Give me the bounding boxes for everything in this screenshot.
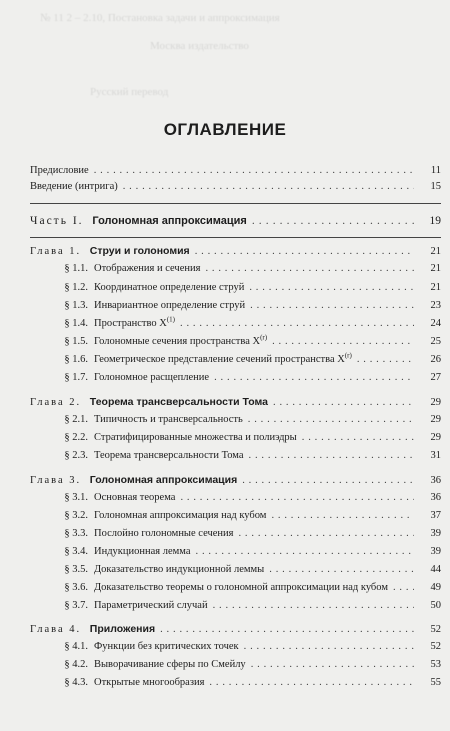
section-number: § 3.7.: [64, 600, 88, 611]
section-title: Координатное определение струй: [94, 282, 245, 293]
section-page: 39: [430, 546, 441, 557]
section-title: Доказательство индукционной леммы: [94, 564, 265, 575]
toc-section[interactable]: [42, 432, 441, 448]
toc-section[interactable]: [42, 492, 441, 508]
leader-dots: [249, 282, 414, 293]
toc-section[interactable]: [42, 333, 441, 352]
section-title: Выворачивание сферы по Смейлу: [94, 659, 246, 670]
part-title: Голономная аппроксимация: [92, 215, 247, 227]
section-number: § 2.1.: [64, 414, 88, 425]
chapter-page: 36: [430, 475, 441, 486]
toc-entry-preface[interactable]: [30, 165, 441, 181]
section-title: Основная теорема: [94, 492, 176, 503]
section-page: 50: [430, 600, 441, 611]
toc-heading: ОГЛАВЛЕНИЕ: [163, 120, 287, 139]
leader-dots: [251, 659, 414, 670]
leader-dots: [160, 624, 414, 635]
section-page: 53: [430, 659, 441, 670]
chapter-page: 21: [430, 246, 441, 257]
superscript: (1): [166, 315, 176, 324]
section-number: § 3.6.: [64, 582, 88, 593]
leader-dots: [252, 215, 414, 227]
toc-section[interactable]: [42, 263, 441, 279]
leader-dots: [271, 510, 414, 521]
toc-section[interactable]: [42, 528, 441, 544]
section-title: Голономные сечения пространства $X^{(r)}$: [94, 333, 268, 347]
toc-section[interactable]: [42, 300, 441, 316]
toc-section[interactable]: [42, 450, 441, 466]
toc-section[interactable]: [42, 315, 441, 334]
section-page: 25: [430, 336, 441, 347]
section-page: 27: [430, 372, 441, 383]
part-page: 19: [429, 215, 441, 227]
section-title: Пространство $X^{(1)}$: [94, 315, 176, 329]
toc-section[interactable]: [42, 546, 441, 562]
section-page: 36: [430, 492, 441, 503]
leader-dots: [196, 546, 414, 557]
section-page: 29: [430, 414, 441, 425]
toc-section[interactable]: [42, 372, 441, 388]
divider: [30, 203, 441, 204]
section-page: 39: [430, 528, 441, 539]
section-title: Функции без критических точек: [94, 641, 239, 652]
chapter-label: Глава 4.: [30, 624, 82, 635]
chapter-label: Глава 2.: [30, 397, 82, 408]
section-number: § 1.5.: [64, 336, 88, 347]
section-title: Инвариантное определение струй: [94, 300, 246, 311]
section-title: Параметрический случай: [94, 600, 208, 611]
section-title: Голономная аппроксимация над кубом: [94, 510, 267, 521]
section-number: § 1.2.: [64, 282, 88, 293]
toc-section[interactable]: [42, 600, 441, 616]
leader-dots: [123, 181, 414, 192]
section-title: Отображения и сечения: [94, 263, 201, 274]
superscript: (r): [344, 351, 352, 360]
toc-section[interactable]: [42, 510, 441, 526]
section-number: § 1.4.: [64, 318, 88, 329]
toc-chapter-2[interactable]: [30, 396, 441, 412]
toc-section[interactable]: [42, 564, 441, 580]
section-number: § 2.3.: [64, 450, 88, 461]
section-title: Послойно голономные сечения: [94, 528, 234, 539]
chapter-title: Струи и голономия: [89, 245, 190, 257]
section-page: 24: [430, 318, 441, 329]
bleed-through-text: [0, 0, 450, 120]
leader-dots: [244, 641, 414, 652]
toc-entry-page: 15: [430, 181, 441, 192]
leader-dots: [357, 354, 414, 365]
section-title: Геометрическое представление сечений пространства $X^{(r)}$: [94, 351, 352, 365]
superscript: (r): [260, 333, 268, 342]
leader-dots: [302, 432, 414, 443]
chapter-page: 29: [430, 397, 441, 408]
section-page: 49: [430, 582, 441, 593]
bleed-through-line: Москва издательство: [150, 40, 249, 52]
section-page: 21: [430, 263, 441, 274]
toc-section[interactable]: [42, 414, 441, 430]
section-number: § 3.5.: [64, 564, 88, 575]
toc-chapter-3[interactable]: [30, 474, 441, 490]
leader-dots: [242, 475, 414, 486]
section-page: 55: [430, 677, 441, 688]
section-title: Открытые многообразия: [94, 677, 205, 688]
section-number: § 1.6.: [64, 354, 88, 365]
toc-chapter-1[interactable]: [30, 245, 441, 261]
leader-dots: [393, 582, 414, 593]
toc-section[interactable]: [42, 677, 441, 693]
section-page: 37: [430, 510, 441, 521]
section-title: Доказательство теоремы о голономной аппроксимации над кубом: [94, 582, 388, 593]
leader-dots: [269, 564, 414, 575]
section-page: 44: [430, 564, 441, 575]
divider: [30, 237, 441, 238]
bleed-through-line: Русский перевод: [90, 86, 169, 98]
leader-dots: [238, 528, 414, 539]
chapter-title: Теорема трансверсальности Тома: [89, 396, 268, 408]
leader-dots: [214, 372, 414, 383]
leader-dots: [272, 336, 414, 347]
toc-section[interactable]: [42, 282, 441, 298]
section-number: § 3.2.: [64, 510, 88, 521]
toc-entry-introduction[interactable]: [30, 181, 441, 197]
section-page: 21: [430, 282, 441, 293]
chapter-label: Глава 1.: [30, 246, 82, 257]
toc-section[interactable]: [42, 641, 441, 657]
section-page: 31: [430, 450, 441, 461]
part-label: Часть I.: [30, 215, 84, 227]
section-page: 52: [430, 641, 441, 652]
toc-section[interactable]: [42, 582, 441, 598]
toc-section[interactable]: [42, 659, 441, 675]
section-title: Индукционная лемма: [94, 546, 191, 557]
leader-dots: [249, 450, 414, 461]
section-title: Голономное расщепление: [94, 372, 210, 383]
chapter-title: Голономная аппроксимация: [89, 474, 238, 486]
section-page: 26: [430, 354, 441, 365]
leader-dots: [213, 600, 414, 611]
section-number: § 2.2.: [64, 432, 88, 443]
toc-chapter-4[interactable]: [30, 623, 441, 639]
chapter-title: Приложения: [89, 623, 156, 635]
section-title: Типичность и трансверсальность: [94, 414, 243, 425]
toc-section[interactable]: [42, 351, 441, 370]
leader-dots: [180, 318, 414, 329]
toc-part-1[interactable]: [30, 215, 441, 231]
chapter-label: Глава 3.: [30, 475, 82, 486]
section-number: § 4.2.: [64, 659, 88, 670]
chapter-page: 52: [430, 624, 441, 635]
leader-dots: [195, 246, 414, 257]
section-number: § 3.3.: [64, 528, 88, 539]
leader-dots: [205, 263, 414, 274]
section-title: Стратифицированные множества и полиэдры: [94, 432, 297, 443]
section-number: § 1.7.: [64, 372, 88, 383]
section-number: § 1.3.: [64, 300, 88, 311]
section-number: § 3.4.: [64, 546, 88, 557]
section-page: 29: [430, 432, 441, 443]
section-number: § 1.1.: [64, 263, 88, 274]
leader-dots: [250, 300, 414, 311]
leader-dots: [94, 165, 414, 176]
bleed-through-line: № 11 2 – 2.10, Постановка задачи и аппроксимация: [40, 12, 280, 24]
leader-dots: [273, 397, 414, 408]
toc-entry-page: 11: [430, 165, 441, 176]
toc-entry-title: Введение (интрига): [30, 181, 118, 192]
leader-dots: [180, 492, 414, 503]
section-number: § 4.3.: [64, 677, 88, 688]
leader-dots: [248, 414, 414, 425]
leader-dots: [209, 677, 414, 688]
section-number: § 3.1.: [64, 492, 88, 503]
section-number: § 4.1.: [64, 641, 88, 652]
toc-entry-title: Предисловие: [30, 165, 89, 176]
section-page: 23: [430, 300, 441, 311]
section-title: Теорема трансверсальности Тома: [94, 450, 244, 461]
